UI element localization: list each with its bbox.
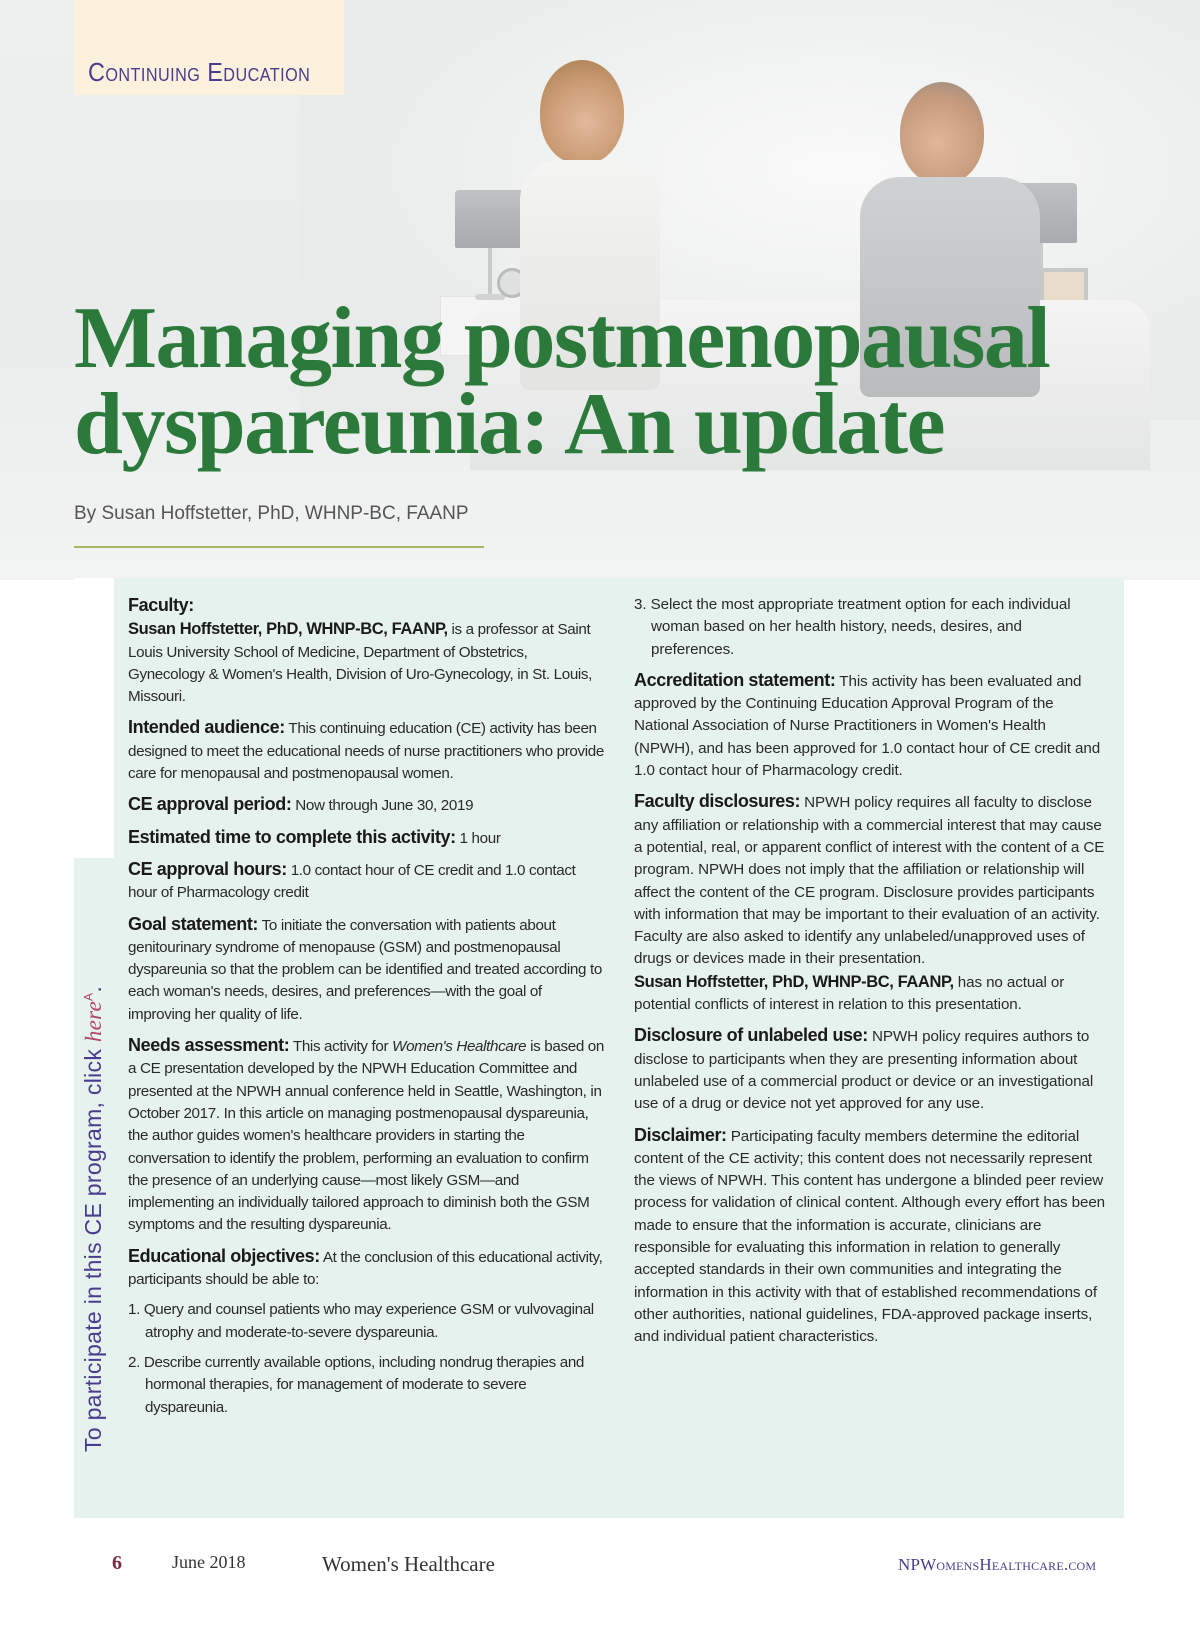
accreditation-text: This activity has been evaluated and approved by the Continuing Education Approval Program of the National Association of Nurse Practitioners in Women's Health (NPWH), and has been approved for 1.0 contact hour of CE credit and 1.0 contact hour of Pharmacology credit. xyxy=(634,672,1101,780)
byline-divider xyxy=(74,546,484,548)
disclosures-section xyxy=(634,790,1108,970)
article-title xyxy=(74,290,1154,473)
journal-name: Women's Healthcare xyxy=(322,1552,495,1576)
section-tag xyxy=(74,0,344,95)
ce-participation-link[interactable] xyxy=(80,932,120,1452)
accreditation-section xyxy=(634,669,1108,782)
time-section xyxy=(128,826,604,850)
disclosure-name-text: has no actual or potential conflicts of interest in relation to this presentation. xyxy=(634,973,1065,1014)
unlabeled-text: NPWH policy requires authors to disclose to participants when they are presenting information about unlabeled use of a commercial product or device or an investigational use of a drug or device not yet approved for any use. xyxy=(634,1028,1094,1113)
accreditation-label: Accreditation statement: xyxy=(634,669,836,690)
faculty-section xyxy=(128,594,604,708)
audience-text: This continuing education (CE) activity has been designed to meet the educational needs of nurse practitioners who provide care for menopausal and postmenopausal women. xyxy=(128,720,604,783)
unlabeled-section xyxy=(634,1024,1108,1115)
unlabeled-label: Disclosure of unlabeled use: xyxy=(634,1025,868,1046)
approval-label: CE approval period: xyxy=(128,794,292,815)
ce-left-column xyxy=(128,594,604,1427)
time-label: Estimated time to complete this activity: xyxy=(128,826,456,847)
title-line-2: dyspareunia: An update xyxy=(74,376,945,473)
objectives-label: Educational objectives: xyxy=(128,1245,320,1266)
objectives-text: At the conclusion of this educational activity, participants should be able to: xyxy=(128,1248,603,1289)
disclosure-name: Susan Hoffstetter, PhD, WHNP-BC, FAANP, xyxy=(634,972,954,991)
goal-text: To initiate the conversation with patients about genitourinary syndrome of menopause (GSM) and postmenopausal dyspareunia so that the problem can be identified and treated according to each woman's needs, desires, and preferences—with the goal of improving her quality of life. xyxy=(128,916,602,1023)
approval-text: Now through June 30, 2019 xyxy=(291,797,474,815)
section-tag-label: Continuing Education xyxy=(88,57,311,87)
needs-text-2: is based on a CE presentation developed by the NPWH Education Committee and presented at the NPWH annual conference held in Seattle, Washington, in October 2017. In this article on managing postmenopausal dyspareunia, the author guides women's healthcare providers in starting the conversation to identify the problem, performing an evaluation to confirm the presence of an underlying cause—most likely GSM—and implementing an individually tailored approach to diminish both the GSM symptoms and the resulting dyspareunia. xyxy=(128,1038,604,1234)
disclaimer-section xyxy=(634,1124,1108,1349)
sidebar-period: . xyxy=(80,985,106,993)
goal-label: Goal statement: xyxy=(128,913,259,934)
box-notch xyxy=(74,578,114,858)
faculty-name: Susan Hoffstetter, PhD, WHNP-BC, FAANP, xyxy=(128,620,448,639)
objective-3: 3. Select the most appropriate treatment option for each individual woman based on her health history, needs, desires, and preferences. xyxy=(634,596,1071,658)
approval-section xyxy=(128,793,604,817)
objectives-section xyxy=(128,1245,604,1292)
here-link[interactable]: here xyxy=(81,1000,106,1043)
audience-label: Intended audience: xyxy=(128,717,285,738)
disclosure-name-section xyxy=(634,971,1108,1017)
page-number: 6 xyxy=(112,1552,122,1574)
faculty-heading: Faculty: xyxy=(128,595,194,615)
objectives-list-continued xyxy=(634,594,1108,661)
objective-2: 2. Describe currently available options, including nondrug therapies and hormonal therapies, for management of moderate to severe dyspareunia. xyxy=(128,1353,585,1416)
needs-label: Needs assessment: xyxy=(128,1035,290,1056)
needs-section xyxy=(128,1034,604,1237)
objectives-list xyxy=(128,1299,604,1418)
title-line-1: Managing postmenopausal xyxy=(74,290,1050,387)
hours-text: 1.0 contact hour of CE credit and 1.0 contact hour of Pharmacology credit xyxy=(128,861,576,902)
hours-label: CE approval hours: xyxy=(128,858,287,879)
disclaimer-text: Participating faculty members determine the editorial content of the CE activity; this content does not necessarily represent the views of NPWH. This content has undergone a blinded peer review process for validation of clinical content. Although every effort has been made to ensure that the information is accurate, clinicians are responsible for evaluating this information in relation to generally accepted standards in their own communities and integrating the information in this activity with that of established recommendations of other authorities, national guidelines, FDA-approved package inserts, and individual patient characteristics. xyxy=(634,1127,1106,1346)
goal-section xyxy=(128,913,604,1026)
objective-1: 1. Query and counsel patients who may experience GSM or vulvovaginal atrophy and moderate-to-severe dyspareunia. xyxy=(128,1301,594,1341)
audience-section xyxy=(128,716,604,785)
disclaimer-label: Disclaimer: xyxy=(634,1124,727,1145)
needs-journal: Women's Healthcare xyxy=(392,1038,527,1056)
time-text: 1 hour xyxy=(455,829,501,847)
hours-section xyxy=(128,858,604,905)
faculty-text: is a professor at Saint Louis University School of Medicine, Department of Obstetrics, Gynecology & Women's Health, Division of Uro-Gynecology, in St. Louis, Missouri. xyxy=(128,621,593,706)
disclosures-label: Faculty disclosures: xyxy=(634,791,801,812)
footnote-marker: A xyxy=(81,992,96,1001)
website-link[interactable]: NPWomensHealthcare.com xyxy=(898,1555,1097,1574)
disclosures-text: NPWH policy requires all faculty to disclose any affiliation or relationship with a commercial interest that may cause a potential, real, or apparent conflict of interest with the content of a CE program. NPWH does not imply that the affiliation or relationship will affect the content of the CE program. Disclosure provides participants with information that may be important to their evaluation of an activity. Faculty are also asked to identify any unlabeled/unapproved uses of drugs or devices made in their presentation. xyxy=(634,794,1105,968)
issue-date: June 2018 xyxy=(172,1552,246,1572)
needs-text-1: This activity for xyxy=(289,1038,393,1056)
byline: By Susan Hoffstetter, PhD, WHNP-BC, FAANP xyxy=(74,503,469,524)
sidebar-text: To participate in this CE program, click xyxy=(80,1042,106,1452)
ce-right-column xyxy=(634,594,1108,1357)
